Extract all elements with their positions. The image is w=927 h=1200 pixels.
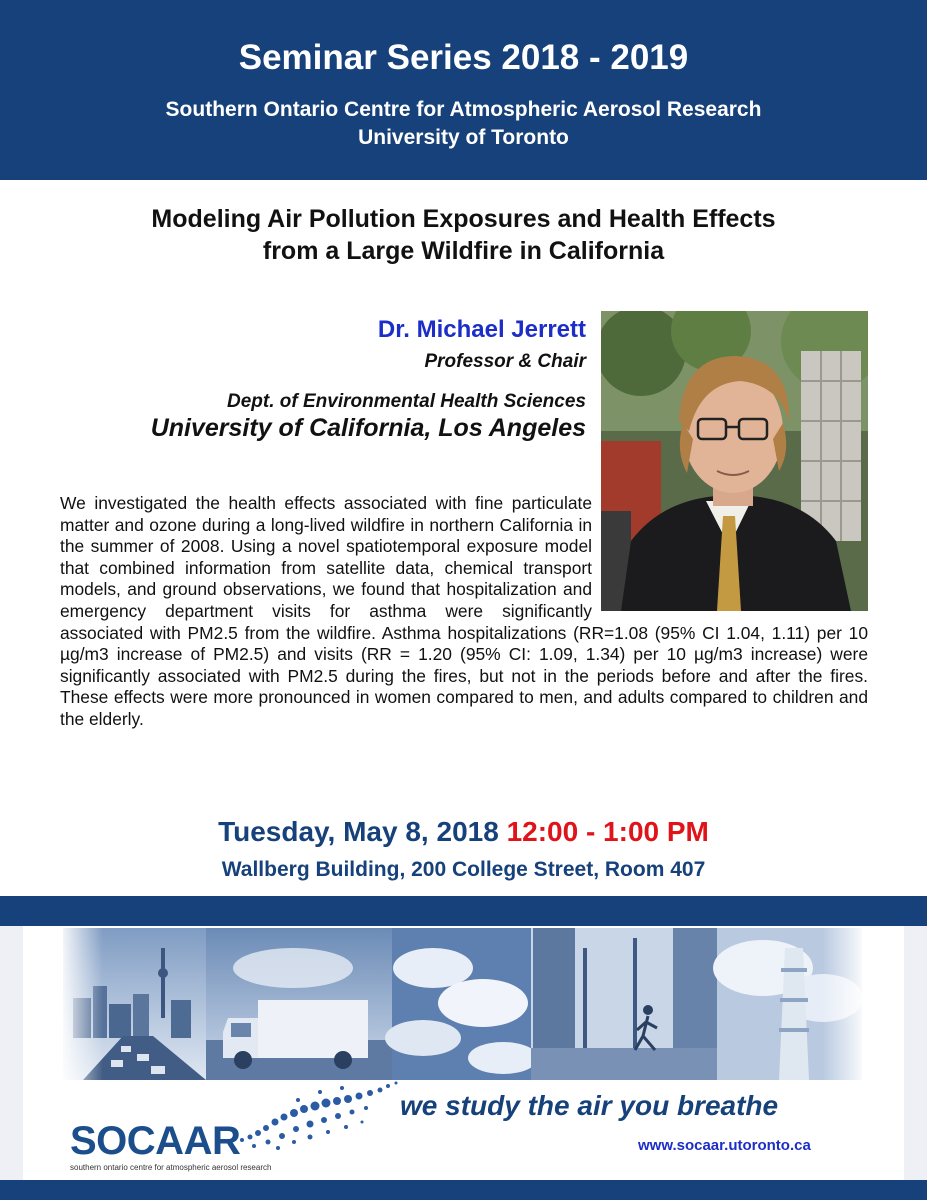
photo-wrap-spacer bbox=[592, 493, 868, 617]
speaker-name: Dr. Michael Jerrett bbox=[377, 316, 586, 343]
socaar-logo-subtitle: southern ontario centre for atmospheric aerosol research bbox=[70, 1163, 272, 1172]
event-date: Tuesday, May 8, 2018 bbox=[218, 816, 499, 847]
talk-title-line-2: from a Large Wildfire in California bbox=[262, 237, 665, 265]
abstract bbox=[60, 493, 868, 731]
website-link[interactable]: www.socaar.utoronto.ca bbox=[638, 1137, 811, 1154]
socaar-logo-wordmark: SOCAAR bbox=[70, 1119, 241, 1163]
speaker-role: Professor & Chair bbox=[424, 351, 586, 372]
tagline: we study the air you breathe bbox=[400, 1090, 779, 1121]
footer-band-bottom bbox=[0, 1180, 927, 1200]
photo-collage-strip bbox=[63, 928, 862, 1080]
speaker-university: University of California, Los Angeles bbox=[150, 414, 586, 442]
footer-band-top bbox=[0, 896, 927, 926]
talk-title-line-1: Modeling Air Pollution Exposures and Health Effects bbox=[151, 205, 776, 233]
series-title: Seminar Series 2018 - 2019 bbox=[238, 38, 689, 77]
logo-dots-graphic bbox=[238, 1080, 408, 1160]
collage-research-truck bbox=[206, 928, 392, 1080]
university-name: University of Toronto bbox=[358, 126, 569, 149]
header-banner bbox=[0, 0, 927, 180]
collage-clouds bbox=[385, 928, 538, 1080]
speaker-department: Dept. of Environmental Health Sciences bbox=[227, 391, 586, 412]
event-datetime bbox=[0, 816, 927, 848]
abstract-text: We investigated the health effects associated with fine particulate matter and ozone during a long-lived wildfire in northern California in the summer of 2008. Using a novel spatiotemporal exposure model that combined information from satellite data, chemical transport models, and ground observations, we found that hospitalization and emergency department visits for asthma were significantly associated with PM2.5 from the wildfire. Asthma hospitalizations (RR=1.08 (95% CI 1.04, 1.11) per 10 µg/m3 increase of PM2.5) and visits (RR = 1.20 (95% CI: 1.09, 1.34) per 10 µg/m3 increase) were significantly associated with PM2.5 during the fires, but not in the periods before and after the fires. These effects were more pronounced in women compared to men, and adults compared to children and the elderly. bbox=[60, 493, 868, 729]
collage-street-runner bbox=[531, 928, 717, 1080]
centre-name: Southern Ontario Centre for Atmospheric Aerosol Research bbox=[165, 98, 762, 121]
event-venue: Wallberg Building, 200 College Street, Room 407 bbox=[221, 858, 706, 881]
event-time: 12:00 - 1:00 PM bbox=[506, 816, 709, 847]
